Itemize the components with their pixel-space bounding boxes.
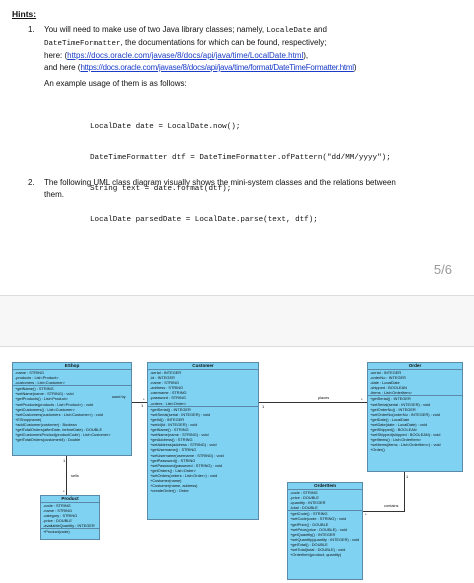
class-method: +setId(id : INTEGER) : void [150,421,198,427]
class-attribute: -id : INTEGER [150,375,175,381]
page-gap [0,296,474,346]
places-label: places [318,395,330,400]
class-attribute: -password : STRING [150,395,186,401]
and-here-prefix: and here ( [44,63,81,72]
association-order-orderitem-vertical [404,472,405,511]
datetimeformatter-doc-link[interactable]: https://docs.oracle.com/javase/8/docs/api/java/time/format/DateTimeFormatter.html [80,63,354,72]
class-method: +getPassword() : STRING [150,457,196,463]
class-method: +setProducts(products : List<Product>) : void [15,401,93,407]
used-by-label: used by [112,394,126,399]
class-method: +getTotal() : DOUBLE [290,541,328,547]
class-method: +getCustomersProduct(productCode) : List<Customer> [15,432,111,438]
class-name: Product [41,496,99,503]
contains-label: contains [384,503,399,508]
class-method: +getUsername() : STRING [150,447,197,453]
class-method: +getName() : STRING [15,386,54,392]
class-method: +getQuantity() : INTEGER [290,531,336,537]
class-attribute: -availableQuantity : INTEGER [43,523,95,529]
hint-1-line-4 [44,62,468,74]
class-attribute: -category : STRING [43,513,78,519]
class-eshop [12,362,132,456]
multiplicity: 1 [406,474,409,479]
class-attribute: -quantity : INTEGER [290,500,326,506]
hint-1-text: You will need to make use of two Java library classes; namely, [44,25,267,34]
class-method: +Order() [370,447,385,453]
here-prefix: here: ( [44,51,68,60]
class-method: +setQuantity(quantity : INTEGER) : void [290,536,360,542]
class-attribute: -name : STRING [150,380,179,386]
attributes [41,503,99,529]
class-method: +setShipped(shipped : BOOLEAN) : void [370,432,441,438]
methods [288,511,362,557]
class-order [367,362,463,472]
localdate-doc-link[interactable]: https://docs.oracle.com/javase/8/docs/api/java/time/LocalDate.html [67,51,304,60]
class-attribute: -items : List<OrderItem> [370,390,412,396]
class-method: +getSerial() : INTEGER [150,406,191,412]
hint-2-number: 2. [28,178,35,187]
class-method: +OrderItem(product, quantity) [290,552,342,558]
code-line: LocalDate parsedDate = LocalDate.parse(text, dtf); [90,216,318,225]
class-method: +setCustomers(customers : List<Customer>) : void [15,411,103,417]
code-line: DateTimeFormatter dtf = DateTimeFormatter.ofPattern("dd/MM/yyyy"); [90,154,391,163]
class-method: +getCustomers() : List<Customer> [15,406,75,412]
class-method: +createOrder() : Order [150,488,189,494]
class-attribute: -customers : List<Customer> [15,380,65,386]
class-method: +setCode(code : STRING) : void [290,516,347,522]
class-attribute: -serial : INTEGER [150,370,182,375]
class-customer [147,362,259,520]
code-line: LocalDate date = LocalDate.now(); [90,122,241,131]
class-attribute: -products : List<Product> [15,375,59,381]
class-method: +getTotalOrders(customerId) : Double [15,437,81,443]
class-method: +setSerial(serial : INTEGER) : void [150,411,211,417]
class-attribute: -shipped : BOOLEAN [370,385,407,391]
and-here-suffix: ) [353,63,357,72]
class-attribute: -price : DOUBLE [43,518,72,524]
class-attribute: -address : STRING [150,385,184,391]
page-number: 5/6 [433,262,452,277]
hint-1-line-1 [44,24,468,37]
class-attribute: -code : STRING [43,503,71,508]
multiplicity: * [63,489,65,494]
page-divider [0,346,474,347]
class-name: Order [368,363,462,370]
class-product [40,495,100,540]
hint-item-1 [28,24,468,90]
multiplicity: 1 [141,403,144,408]
hint-1-line-3 [44,50,468,62]
here-suffix: ), [303,51,309,60]
methods [41,529,99,534]
class-orderitem [287,482,363,580]
class-method: +Customer(name) [150,477,182,483]
class-method: +setPrice(price : DOUBLE) : void [290,526,347,532]
association-eshop-customer [132,402,147,403]
class-method: +getSerial() : INTEGER [370,396,411,402]
class-method: +setName(name : STRING) : void [15,391,74,397]
methods [148,407,258,494]
class-name: EShop [13,363,131,370]
class-method: +Customer(name, address) [150,483,198,489]
class-method: +setDate(date : LocalDate) : void [370,421,427,427]
hint-1-line-2 [44,37,468,50]
hint-1-number: 1. [28,25,35,34]
class-attribute: -code : STRING [290,490,318,495]
class-method: +setTotal(total : DOUBLE) : void [290,547,346,553]
association-order-orderitem [363,511,405,512]
class-method: +getId() : INTEGER [150,416,185,422]
attributes [368,370,462,396]
association-customer-order [259,402,367,403]
class-method: +getProducts() : List<Product> [15,396,68,402]
class-attribute: -username : STRING [150,390,187,396]
multiplicity: 1 [262,404,265,409]
class-method: +getCode() : STRING [290,511,328,517]
class-method: +getAddress() : STRING [150,437,193,443]
class-attribute: -price : DOUBLE [290,495,319,501]
attributes [13,370,131,386]
hint-2-line-1: The following UML class diagram visually shows the mini-system classes and the relations between [44,178,396,187]
code-example [90,101,391,236]
class-method: +setOrderNo(orderNo : INTEGER) : void [370,411,440,417]
class-method: +getDate() : LocalDate [370,416,410,422]
class-method: +setUsername(username : STRING) : void [150,452,224,458]
class-method: +setName(name : STRING) : void [150,432,209,438]
association-eshop-product [66,456,67,495]
attributes [148,370,258,407]
multiplicity: * [361,397,363,402]
class-method: +getItems() : List<OrderItem> [370,437,422,443]
class-method: +addCustomer(customer) : Boolean [15,421,77,427]
class-name: Customer [148,363,258,370]
class-method: +EShop(name) [15,416,42,422]
class-method: +Product(code) [43,529,70,535]
class-attribute: -serial : INTEGER [370,370,402,375]
class-method: +setPassword(password : STRING) : void [150,462,223,468]
class-method: +getOrders() : List<Order> [150,467,196,473]
hint-2-line-2: them. [44,190,65,199]
class-method: +setOrders(orders : List<Order>) : void [150,472,218,478]
multiplicity: * [365,512,367,517]
example-intro: An example usage of them is as follows: [44,79,187,88]
code-line: String text = date.format(dtf); [90,185,232,194]
multiplicity: * [143,397,145,402]
class-method: +setSerial(serial : INTEGER) : void [370,401,431,407]
class-attribute: -orders : List<Order> [150,400,187,406]
class-attribute: -orderNo : INTEGER [370,375,406,381]
hints-title: Hints: [12,9,37,19]
sells-label: sells [71,473,79,478]
hint-item-2 [28,177,468,201]
class-name: OrderItem [288,483,362,490]
class-attribute: -name : STRING [15,370,44,375]
multiplicity: 1 [63,458,66,463]
class-attribute: -date : LocalDate [370,380,400,386]
class-method: +getOrderNo() : INTEGER [370,406,416,412]
class-attribute: -total : DOUBLE [290,505,318,511]
datetimeformatter-code: DateTimeFormatter [44,40,121,48]
class-method: +getTotalOrders(afterDate, beforeDate) : DOUBLE [15,427,103,433]
class-method: +getPrice() : DOUBLE [290,521,329,527]
class-method: +getName() : STRING [150,427,189,433]
hint-1-text-2: , the documentations for which can be found, respectively; [120,38,327,47]
hint-1-and: and [311,25,327,34]
class-method: +setAddress(address : STRING) : void [150,442,217,448]
localedate-code: LocaleDate [266,27,312,35]
attributes [288,490,362,511]
class-method: +getShipped() : BOOLEAN [370,427,417,433]
class-attribute: -name : STRING [43,508,72,514]
class-method: +setItems(items : List<OrderItem>) : void [370,442,441,448]
methods [368,396,462,452]
